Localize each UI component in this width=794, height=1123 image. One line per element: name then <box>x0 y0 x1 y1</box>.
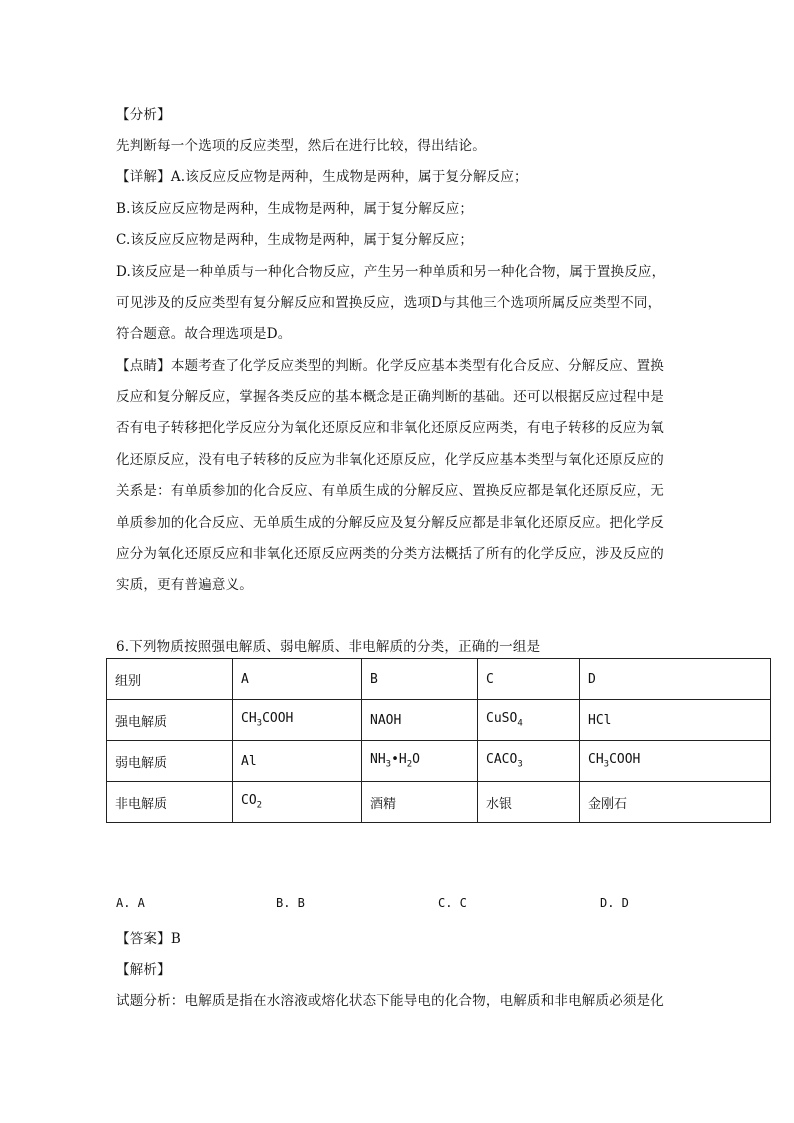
analysis-text: 先判断每一个选项的反应类型，然后在进行比较，得出结论。 <box>116 138 486 154</box>
point-text-7: 应分为氧化还原反应和非氧化还原反应两类的分类方法概括了所有的化学反应，涉及反应的 <box>116 546 664 562</box>
table-cell: $CO_2$ <box>233 782 362 823</box>
point-text-5: 关系是：有单质参加的化合反应、有单质生成的分解反应、置换反应都是氧化还原反应，无 <box>116 483 664 499</box>
detail-d3: 符合题意。故合理选项是D。 <box>116 326 292 342</box>
header-cell: 组别 <box>107 659 233 700</box>
table-header-row <box>107 659 771 700</box>
header-cell: B <box>362 659 478 700</box>
answer-line <box>116 927 181 947</box>
table-cell: 金刚石 <box>580 782 771 823</box>
table-cell: $CH_3COOH$ <box>580 741 771 782</box>
point-text-6: 单质参加的化合反应、无单质生成的分解反应及复分解反应都是非氧化还原反应。把化学反 <box>116 515 664 531</box>
point-text-4: 化还原反应，没有电子转移的反应为非氧化还原反应，化学反应基本类型与氧化还原反应的 <box>116 452 664 468</box>
table-cell: $NH_3•H_2O$ <box>362 741 478 782</box>
option-c: C. C <box>438 896 467 910</box>
point-text-1: 本题考查了化学反应类型的判断。化学反应基本类型有化合反应、分解反应、置换 <box>170 358 665 374</box>
explanation-heading: 【解析】 <box>116 962 171 978</box>
option-b: B. B <box>276 896 305 910</box>
header-cell: A <box>233 659 362 700</box>
table-cell: NAOH <box>362 700 478 741</box>
option-a: A. A <box>116 896 145 910</box>
detail-d2: 可见涉及的反应类型有复分解反应和置换反应，选项D与其他三个选项所属反应类型不同， <box>116 295 662 311</box>
detail-b: B.该反应反应物是两种，生成物是两种，属于复分解反应； <box>116 201 474 217</box>
analysis-heading: 【分析】 <box>116 107 171 123</box>
table-cell: CuSO$_4$ <box>478 700 580 741</box>
point-text-8: 实质，更有普遍意义。 <box>116 577 253 593</box>
point-text-3: 否有电子转移把化学反应分为氧化还原反应和非氧化还原反应两类，有电子转移的反应为氧 <box>116 420 664 436</box>
option-d: D. D <box>600 896 629 910</box>
electrolyte-table <box>106 658 771 823</box>
table-row <box>107 782 771 823</box>
answer-value: B <box>170 931 181 947</box>
answer-heading: 【答案】 <box>116 931 171 947</box>
point-line-1 <box>116 354 664 374</box>
question-stem: 6.下列物质按照强电解质、弱电解质、非电解质的分类，正确的一组是 <box>116 639 541 655</box>
table-row <box>107 741 771 782</box>
detail-d1: D.该反应是一种单质与一种化合物反应，产生另一种单质和另一种化合物，属于置换反应， <box>116 264 666 280</box>
point-text-2: 反应和复分解反应，掌握各类反应的基本概念是正确判断的基础。还可以根据反应过程中是 <box>116 389 664 405</box>
table-cell: $CH_3COOH$ <box>233 700 362 741</box>
row-label: 弱电解质 <box>107 741 233 782</box>
header-cell: D <box>580 659 771 700</box>
table-row <box>107 700 771 741</box>
header-cell: C <box>478 659 580 700</box>
row-label: 非电解质 <box>107 782 233 823</box>
detail-a: A.该反应反应物是两种，生成物是两种，属于复分解反应； <box>170 169 528 185</box>
table-cell: $CACO_3$ <box>478 741 580 782</box>
detail-heading: 【详解】 <box>116 169 171 185</box>
row-label: 强电解质 <box>107 700 233 741</box>
table-cell: 酒精 <box>362 782 478 823</box>
explanation-text: 试题分析：电解质是指在水溶液或熔化状态下能导电的化合物，电解质和非电解质必须是化 <box>116 993 664 1009</box>
point-heading: 【点睛】 <box>116 358 171 374</box>
table-cell: HCl <box>580 700 771 741</box>
table-cell: 水银 <box>478 782 580 823</box>
detail-c: C.该反应反应物是两种，生成物是两种，属于复分解反应； <box>116 232 474 248</box>
table-cell: Al <box>233 741 362 782</box>
detail-line-a <box>116 165 528 185</box>
